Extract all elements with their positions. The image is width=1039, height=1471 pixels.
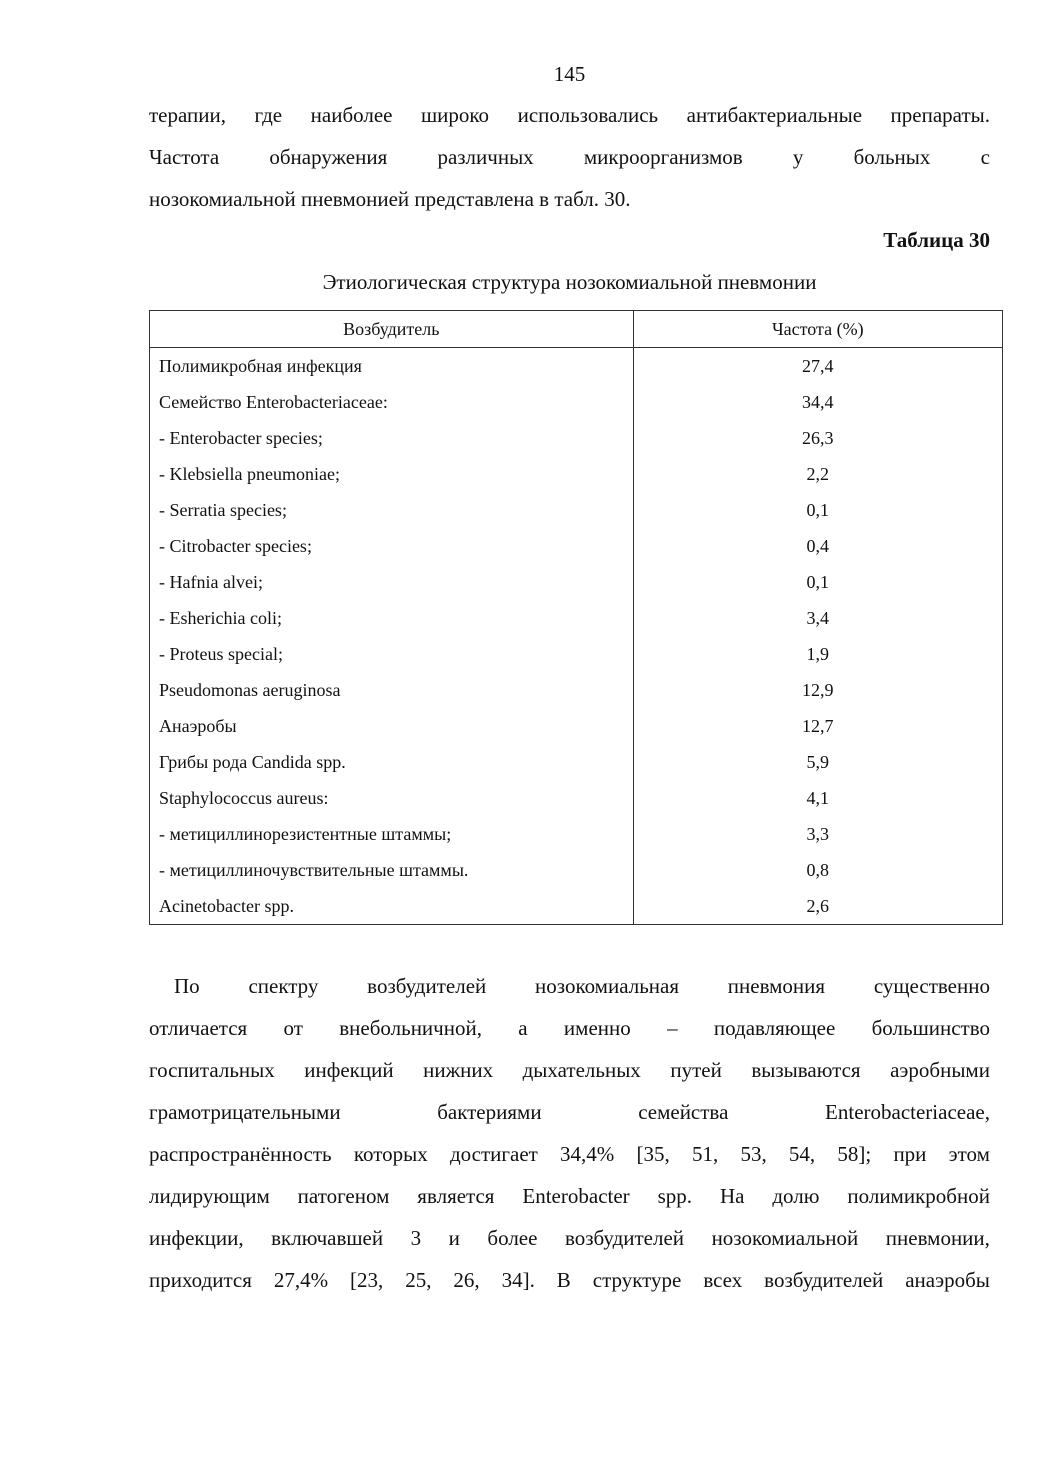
pathogen-cell: Acinetobacter spp. [150,888,634,925]
word: 26, [453,1268,480,1292]
word: 25, [405,1268,432,1292]
table-header-row [150,311,1003,348]
word: аэробными [890,1058,990,1082]
pathogen-table [149,310,1003,925]
table-caption: Этиологическая структура нозокомиальной пневмонии [322,270,817,294]
word: обнаружения [269,145,388,169]
word: 27,4% [273,1268,329,1292]
pathogen-cell: - Hafnia alvei; [150,564,634,600]
word: наиболее [310,103,393,127]
pathogen-cell: - Klebsiella pneumoniae; [150,456,634,492]
word: 58]; [837,1142,872,1166]
text-line [149,1133,990,1175]
text-line [149,136,990,178]
table-label: Таблица 30 [883,228,990,252]
word: и [448,1226,460,1250]
table-row [150,348,1003,385]
text-line [149,1217,990,1259]
frequency-cell: 2,2 [633,456,1002,492]
word: существенно [873,974,990,998]
word: патогеном [297,1184,390,1208]
word: которых [353,1142,428,1166]
word: достигает [449,1142,538,1166]
frequency-cell: 0,8 [633,852,1002,888]
text-line [149,1007,990,1049]
pathogen-cell: - Proteus special; [150,636,634,672]
column-header-pathogen: Возбудитель [150,311,634,348]
word: является [417,1184,495,1208]
word: дыхательных [522,1058,641,1082]
word: именно [563,1016,631,1040]
frequency-cell: 0,1 [633,492,1002,528]
pathogen-cell: - метициллиночувствительные штаммы. [150,852,634,888]
word: отличается [149,1016,248,1040]
word: 34,4% [560,1142,615,1166]
word: внебольничной, [339,1016,482,1040]
word: Enterobacteriaceae, [825,1100,990,1124]
pathogen-cell: - Serratia species; [150,492,634,528]
frequency-cell: 3,4 [633,600,1002,636]
text-line [149,965,990,1007]
word: госпитальных [149,1058,275,1082]
word: анаэробы [905,1268,990,1292]
word: На [719,1184,745,1208]
word: антибактериальные [686,103,863,127]
word: различных [437,145,534,169]
word: долю [772,1184,820,1208]
word: подавляющее [713,1016,836,1040]
frequency-cell: 12,9 [633,672,1002,708]
frequency-cell: 1,9 [633,636,1002,672]
word: возбудителей [367,974,487,998]
word: нозокомиальной [711,1226,859,1250]
word: включавшей [271,1226,384,1250]
word: у [792,145,804,169]
word: Частота [149,145,220,169]
word: нозокомиальная [535,974,679,998]
word: больных [853,145,931,169]
word: возбудителей [564,1226,685,1250]
word: полимикробной [847,1184,990,1208]
table-row [150,744,1003,780]
table-row [150,600,1003,636]
word: 51, [691,1142,719,1166]
word: а [518,1016,528,1040]
table-row [150,564,1003,600]
word: более [487,1226,538,1250]
frequency-cell: 0,1 [633,564,1002,600]
word: приходится [149,1268,252,1292]
word: препараты. [890,103,990,127]
pathogen-cell: Pseudomonas aeruginosa [150,672,634,708]
frequency-cell: 5,9 [633,744,1002,780]
frequency-cell: 12,7 [633,708,1002,744]
word: инфекции, [149,1226,244,1250]
text-line: нозокомиальной пневмонией представлена в табл. 30. [149,187,631,211]
word: широко [421,103,490,127]
text-line [149,1049,990,1091]
pathogen-cell: Грибы рода Candida spp. [150,744,634,780]
frequency-cell: 4,1 [633,780,1002,816]
table-row [150,852,1003,888]
pathogen-cell: - Esherichia coli; [150,600,634,636]
word: – [667,1016,678,1040]
word: структуре [592,1268,682,1292]
pathogen-cell: Семейство Enterobacteriaceae: [150,384,634,420]
table-row [150,816,1003,852]
word: с [980,145,990,169]
word: инфекций [304,1058,394,1082]
text-line [149,1091,990,1133]
word: Enterobacter [522,1184,630,1208]
word: 3 [410,1226,422,1250]
word: этом [948,1142,990,1166]
word: микроорганизмов [583,145,743,169]
word: нижних [423,1058,494,1082]
word: бактериями [437,1100,542,1124]
intro-paragraph [149,94,990,220]
word: пневмонии, [885,1226,990,1250]
text-line [149,1175,990,1217]
pathogen-cell: - Enterobacter species; [150,420,634,456]
word: большинство [871,1016,990,1040]
word: лидирующим [149,1184,270,1208]
body-paragraph [149,965,990,1301]
frequency-cell: 34,4 [633,384,1002,420]
frequency-cell: 3,3 [633,816,1002,852]
word: распространённость [149,1142,332,1166]
word: [23, [350,1268,384,1292]
table-row [150,528,1003,564]
text-line [149,1259,990,1301]
frequency-cell: 2,6 [633,888,1002,925]
text-line [149,94,990,136]
word: 54, [788,1142,816,1166]
word: вызываются [751,1058,861,1082]
word: всех [703,1268,743,1292]
word: 34]. [501,1268,535,1292]
word: при [893,1142,927,1166]
pathogen-cell: Полимикробная инфекция [150,348,634,385]
word: от [283,1016,303,1040]
pathogen-cell: Анаэробы [150,708,634,744]
word: грамотрицательными [149,1100,341,1124]
word: spp. [657,1184,693,1208]
page-number: 145 [553,62,586,86]
word: терапии, [149,103,227,127]
column-header-frequency: Частота (%) [633,311,1002,348]
table-row [150,780,1003,816]
table-row [150,456,1003,492]
frequency-cell: 0,4 [633,528,1002,564]
table-row [150,708,1003,744]
word: пневмония [727,974,826,998]
table-row [150,492,1003,528]
word: [35, [636,1142,670,1166]
table-row [150,888,1003,925]
frequency-cell: 27,4 [633,348,1002,385]
word: семейства [638,1100,729,1124]
pathogen-cell: - Citrobacter species; [150,528,634,564]
word: 53, [740,1142,767,1166]
pathogen-cell: - метициллинорезистентные штаммы; [150,816,634,852]
pathogen-cell: Staphylococcus aureus: [150,780,634,816]
word: возбудителей [764,1268,884,1292]
table-row [150,636,1003,672]
word: По [174,974,200,998]
frequency-cell: 26,3 [633,420,1002,456]
word: где [254,103,283,127]
word: путей [670,1058,722,1082]
word: В [556,1268,571,1292]
table-row [150,420,1003,456]
word: использовались [517,103,659,127]
table-row [150,672,1003,708]
table-row [150,384,1003,420]
word: спектру [248,974,319,998]
